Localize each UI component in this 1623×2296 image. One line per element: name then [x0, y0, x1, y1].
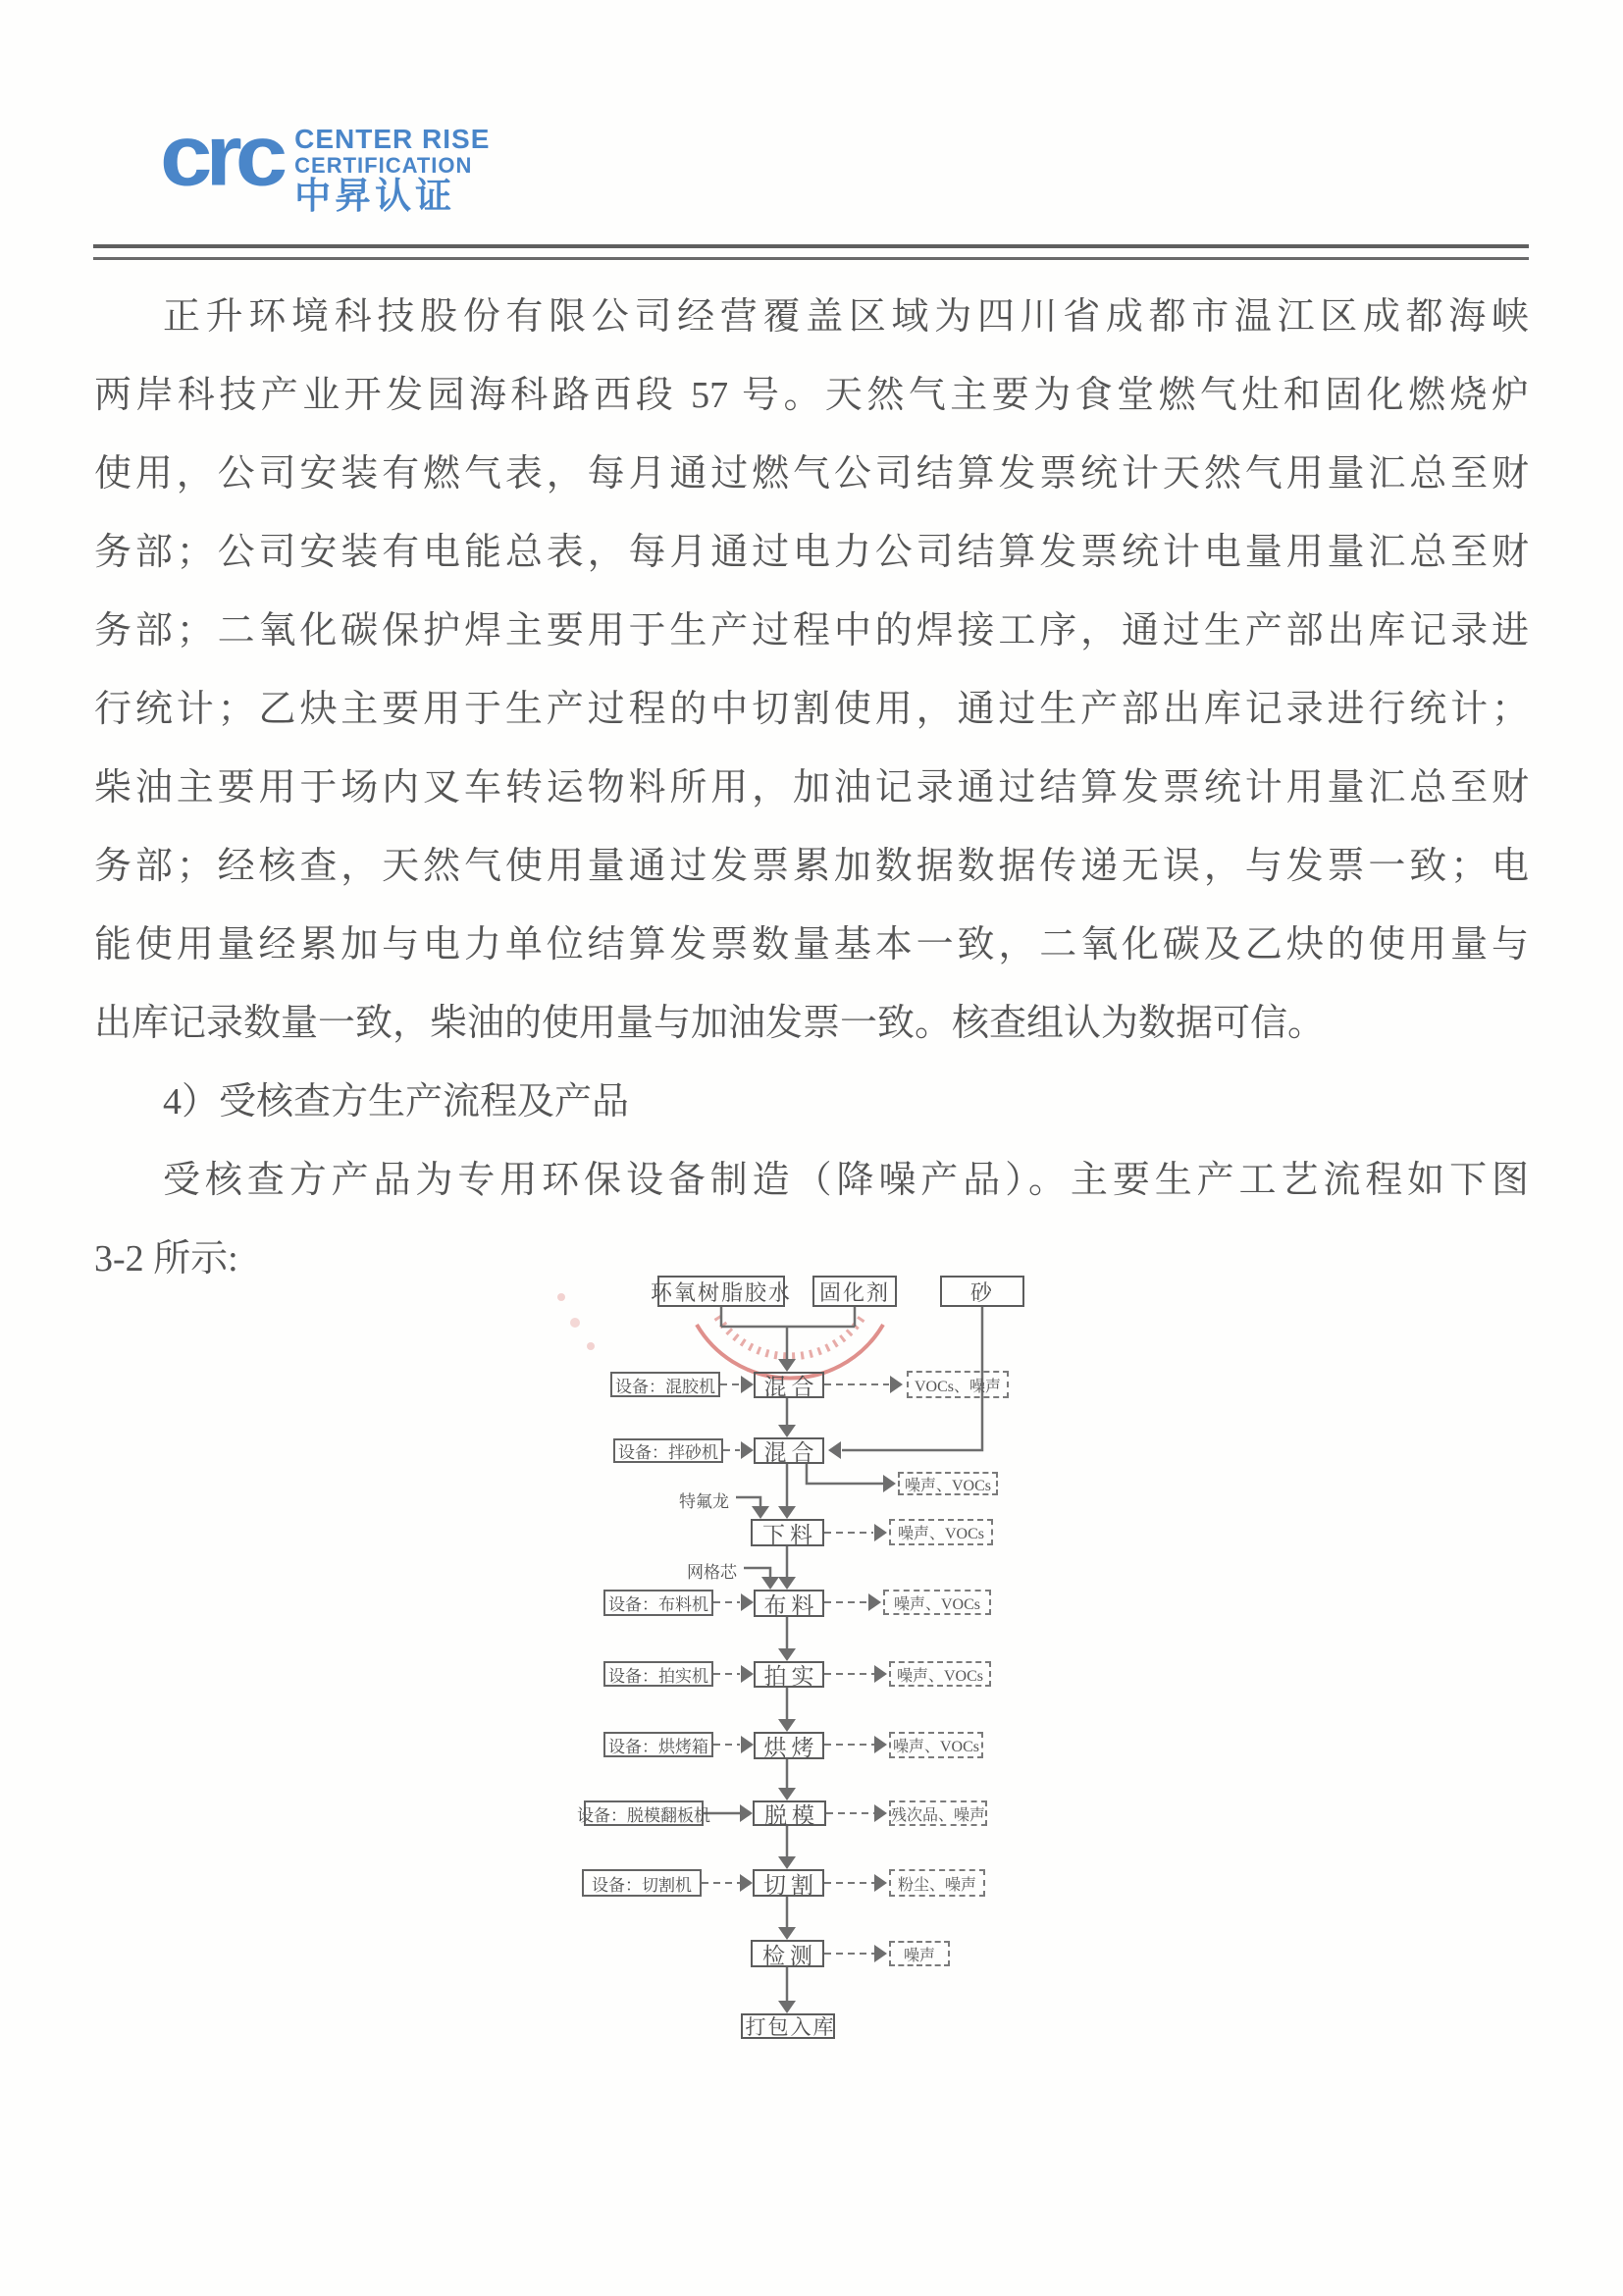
emission-box-vocs-noise: VOCs、噪声 — [907, 1371, 1009, 1398]
equipment-box-compacting-machine: 设备：拍实机 — [603, 1661, 713, 1687]
side-input-label-teflon: 特氟龙 — [679, 1492, 729, 1511]
body-text — [94, 278, 1529, 1298]
logo-org-name-cn: 中昇认证 — [294, 175, 456, 216]
crc-logo-mark: crc — [160, 107, 282, 204]
paragraph-line: 行统计；乙炔主要用于生产过程的中切割使用，通过生产部出库记录进行统计； — [94, 689, 1529, 730]
process-box-spreading: 布料 — [754, 1590, 824, 1617]
process-box-mixing-1: 混合 — [754, 1372, 824, 1398]
input-box-sand: 砂 — [940, 1276, 1024, 1307]
equipment-box-cutting-machine: 设备：切割机 — [582, 1869, 702, 1897]
equipment-box-demolding-flipper: 设备：脱模翻板机 — [584, 1800, 704, 1826]
logo-org-name-en-2: CERTIFICATION — [294, 152, 473, 178]
paragraph-line: 务部；二氧化碳保护焊主要用于生产过程中的焊接工序，通过生产部出库记录进 — [94, 610, 1529, 652]
paragraph-line: 柴油主要用于场内叉车转运物料所用，加油记录通过结算发票统计用量汇总至财 — [94, 767, 1529, 809]
certification-logo — [160, 107, 491, 216]
section-heading-4: 4）受核查方生产流程及产品 — [163, 1081, 630, 1122]
process-box-baking: 烘烤 — [754, 1732, 824, 1759]
paragraph-line: 务部；公司安装有电能总表，每月通过电力公司结算发票统计电量用量汇总至财 — [94, 532, 1529, 573]
process-box-demolding: 脱模 — [753, 1800, 826, 1826]
logo-text-block — [294, 126, 490, 216]
process-box-feeding: 下料 — [751, 1519, 824, 1546]
paragraph-line: 务部；经核查，天然气使用量通过发票累加数据数据传递无误，与发票一致；电 — [94, 846, 1529, 887]
process-box-testing: 检测 — [751, 1940, 824, 1967]
input-box-curing-agent: 固化剂 — [812, 1276, 897, 1307]
emission-box-dust-noise: 粉尘、噪声 — [889, 1869, 985, 1897]
process-box-compacting: 拍实 — [754, 1661, 824, 1688]
logo-org-name-en-1: CENTER RISE — [294, 124, 491, 154]
equipment-box-baking-oven: 设备：烘烤箱 — [603, 1732, 713, 1757]
side-input-label-grid-core: 网格芯 — [687, 1563, 737, 1582]
emission-box-defects-noise: 残次品、噪声 — [889, 1800, 987, 1826]
process-flow-diagram — [550, 1256, 1109, 2051]
process-box-packing-warehousing: 打包入库 — [741, 2013, 835, 2039]
paragraph-line: 使用，公司安装有燃气表，每月通过燃气公司结算发票统计天然气用量汇总至财 — [94, 453, 1529, 495]
emission-box-noise-vocs: 噪声、VOCs — [883, 1590, 991, 1615]
equipment-box-glue-mixer: 设备：混胶机 — [610, 1372, 720, 1397]
paragraph-line: 正升环境科技股份有限公司经营覆盖区域为四川省成都市温江区成都海峡 — [163, 296, 1529, 338]
header-double-rule — [93, 244, 1529, 260]
emission-box-noise-vocs: 噪声、VOCs — [889, 1661, 991, 1687]
paragraph-line: 两岸科技产业开发园海科路西段 57 号。天然气主要为食堂燃气灶和固化燃烧炉 — [94, 375, 1529, 416]
paragraph-line: 能使用量经累加与电力单位结算发票数量基本一致，二氧化碳及乙炔的使用量与 — [94, 924, 1529, 965]
equipment-box-sand-mixer: 设备：拌砂机 — [613, 1438, 723, 1463]
process-box-mixing-2: 混合 — [754, 1437, 824, 1464]
emission-box-noise: 噪声 — [889, 1941, 950, 1966]
emission-box-noise-vocs: 噪声、VOCs — [889, 1519, 993, 1545]
figure-reference: 3-2 所示: — [94, 1238, 238, 1279]
emission-box-noise-vocs: 噪声、VOCs — [889, 1732, 983, 1758]
paragraph-line: 受核查方产品为专用环保设备制造（降噪产品）。主要生产工艺流程如下图 — [163, 1160, 1529, 1201]
emission-box-noise-vocs: 噪声、VOCs — [898, 1472, 998, 1495]
process-box-cutting: 切割 — [753, 1869, 824, 1897]
paragraph-line: 出库记录数量一致，柴油的使用量与加油发票一致。核查组认为数据可信。 — [94, 1003, 1326, 1044]
equipment-box-spreading-machine: 设备：布料机 — [603, 1590, 713, 1616]
input-box-epoxy-resin-glue: 环氧树脂胶水 — [657, 1276, 785, 1307]
